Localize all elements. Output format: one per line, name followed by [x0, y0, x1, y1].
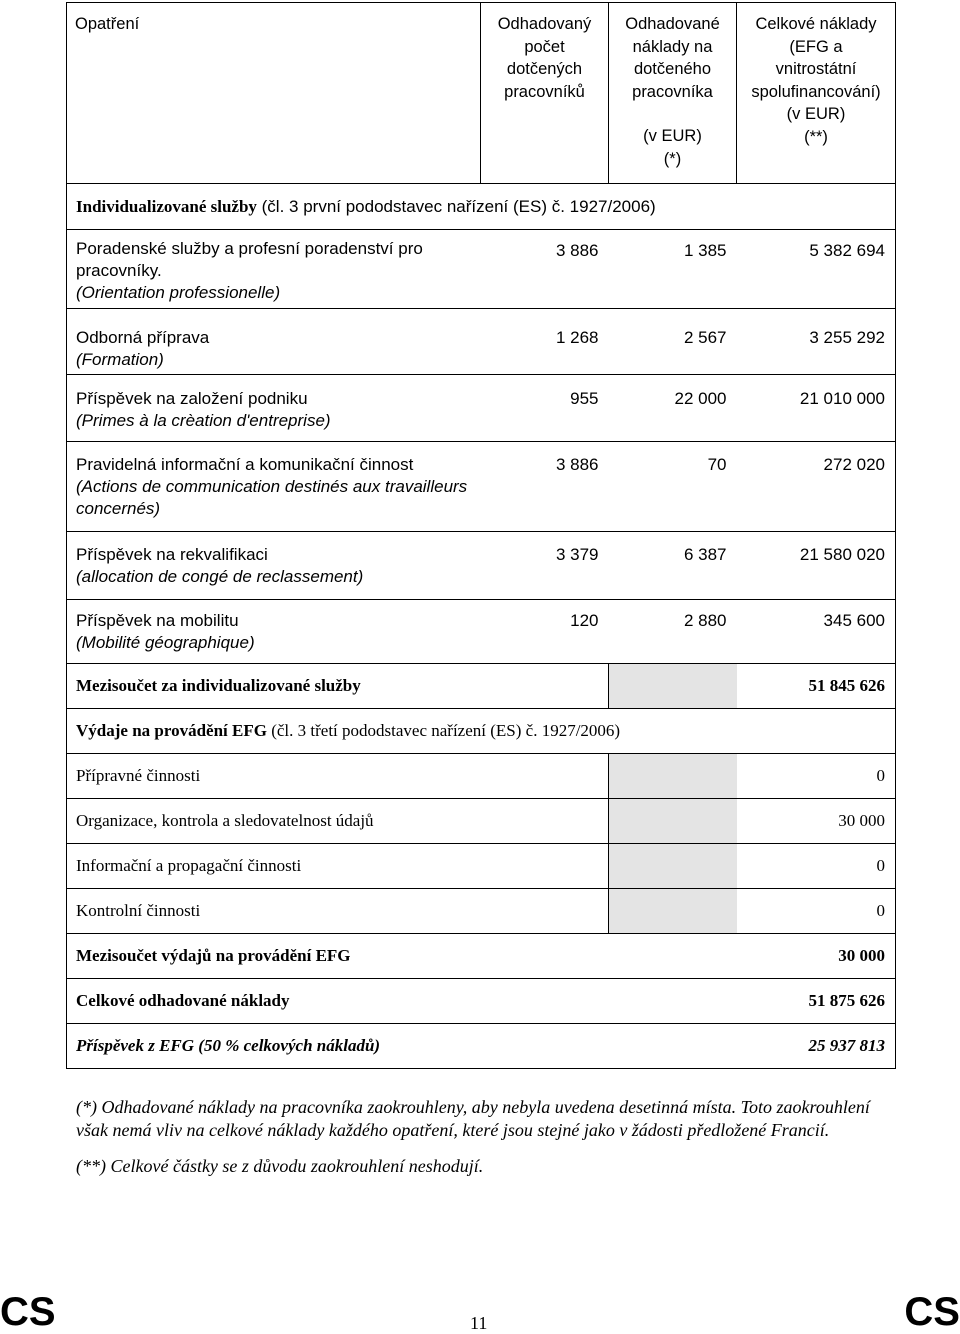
measure-label	[67, 442, 481, 532]
header-cost-line: (*)	[663, 149, 682, 168]
footer-language-right: CS	[904, 1290, 960, 1334]
measure-label-fr: (Primes à la crèation d'entreprise)	[76, 411, 331, 430]
footer-language-left: CS	[0, 1290, 56, 1334]
header-measure	[67, 3, 481, 184]
header-total-line: (v EUR)	[786, 105, 846, 123]
measure-count: 3 886	[481, 230, 609, 309]
total-value: 51 875 626	[737, 979, 896, 1024]
section2-title	[67, 709, 896, 754]
subtotal-implementation-value: 30 000	[737, 934, 896, 979]
grey-cell	[609, 889, 737, 934]
measure-count: 955	[481, 375, 609, 442]
implementation-row	[67, 889, 896, 934]
measure-label-text: Pravidelná informační a komunikační činnost	[76, 455, 414, 474]
subtotal-individual-label: Mezisoučet za individualizované služby	[67, 664, 609, 709]
footnotes	[76, 1096, 906, 1191]
measure-row	[67, 230, 896, 309]
contribution-value: 25 937 813	[737, 1024, 896, 1069]
measure-cost: 22 000	[609, 375, 737, 442]
implementation-value: 30 000	[737, 799, 896, 844]
section2-title-bold: Výdaje na provádění EFG	[76, 721, 267, 740]
measure-count: 120	[481, 600, 609, 664]
page-number: 11	[470, 1313, 488, 1333]
measure-cost: 2 880	[609, 600, 737, 664]
grey-cell	[609, 754, 737, 799]
section1-title	[67, 184, 896, 230]
measure-label-fr: (Mobilité géographique)	[76, 633, 255, 652]
section2-title-rest: (čl. 3 třetí pododstavec nařízení (ES) č. 1927/2006)	[266, 721, 621, 740]
subtotal-individual-value: 51 845 626	[737, 664, 896, 709]
section-title-row	[67, 184, 896, 230]
measure-label-text: Příspěvek na založení podniku	[76, 389, 308, 408]
measure-row	[67, 375, 896, 442]
header-total-line: spolufinancování)	[751, 82, 881, 101]
measure-label	[67, 230, 481, 309]
cost-table	[66, 2, 896, 1069]
measure-total: 21 580 020	[737, 532, 896, 600]
measure-total: 5 382 694	[737, 230, 896, 309]
measure-total: 3 255 292	[737, 309, 896, 375]
header-measure-label: Opatření	[75, 15, 140, 33]
measure-row	[67, 532, 896, 600]
header-cost-line: Odhadované	[625, 15, 720, 33]
measure-cost: 70	[609, 442, 737, 532]
header-workers	[481, 3, 609, 184]
implementation-value: 0	[737, 754, 896, 799]
subtotal-row	[67, 664, 896, 709]
header-row	[67, 3, 896, 184]
contribution-row	[67, 1024, 896, 1069]
measure-cost: 6 387	[609, 532, 737, 600]
grey-cell	[609, 799, 737, 844]
header-total-cost	[737, 3, 896, 184]
implementation-row	[67, 754, 896, 799]
measure-label-text: Poradenské služby a profesní poradenství pro pracovníky.	[76, 239, 423, 280]
header-cost-line: náklady na	[632, 37, 713, 56]
total-row	[67, 979, 896, 1024]
footnote-1: (*) Odhadované náklady na pracovníka zaokrouhleny, aby nebyla uvedena desetinná místa. Toto zaokrouhlení však nemá vliv na celkové náklady každého opatření, které jsou stejné jako v žádosti předložené Francií.	[76, 1097, 870, 1140]
implementation-label: Přípravné činnosti	[67, 754, 609, 799]
header-cost-line: dotčeného	[633, 60, 712, 78]
implementation-value: 0	[737, 844, 896, 889]
header-workers-line: Odhadovaný	[497, 15, 592, 33]
implementation-row	[67, 844, 896, 889]
measure-label-fr: (Actions de communication destinés aux travailleurs concernés)	[76, 477, 468, 518]
measure-label-text: Příspěvek na mobilitu	[76, 611, 239, 630]
section1-title-bold: Individualizované služby	[76, 196, 257, 216]
measure-total: 272 020	[737, 442, 896, 532]
header-total-line: vnitrostátní	[775, 60, 857, 78]
measure-label	[67, 375, 481, 442]
implementation-row	[67, 799, 896, 844]
header-cost-line: pracovníka	[632, 82, 713, 101]
measure-label	[67, 532, 481, 600]
measure-total: 21 010 000	[737, 375, 896, 442]
measure-count: 3 379	[481, 532, 609, 600]
measure-count: 1 268	[481, 309, 609, 375]
header-cost-per-worker	[609, 3, 737, 184]
subtotal-row	[67, 934, 896, 979]
measure-cost: 2 567	[609, 309, 737, 375]
header-cost-spacer	[613, 103, 732, 125]
measure-label-fr: (Orientation professionelle)	[76, 283, 281, 302]
measure-row	[67, 442, 896, 532]
footnote-2: (**) Celkové částky se z důvodu zaokrouhlení neshodují.	[76, 1156, 484, 1176]
measure-label-text: Odborná příprava	[76, 328, 210, 347]
section1-title-rest: (čl. 3 první pododstavec nařízení (ES) č. 1927/2006)	[256, 196, 656, 216]
implementation-label: Informační a propagační činnosti	[67, 844, 609, 889]
measure-label	[67, 309, 481, 375]
measure-row	[67, 309, 896, 375]
header-workers-line: pracovníků	[504, 82, 585, 101]
measure-label-text: Příspěvek na rekvalifikaci	[76, 545, 268, 564]
grey-cell	[609, 844, 737, 889]
grey-cell	[609, 664, 737, 709]
section-title-row	[67, 709, 896, 754]
header-workers-line: dotčených	[506, 60, 583, 78]
measure-count: 3 886	[481, 442, 609, 532]
header-total-line: (EFG a	[789, 37, 843, 56]
header-total-line: (**)	[804, 127, 828, 146]
contribution-label: Příspěvek z EFG (50 % celkových nákladů)	[67, 1024, 737, 1069]
measure-cost: 1 385	[609, 230, 737, 309]
measure-label-fr: (allocation de congé de reclassement)	[76, 567, 364, 586]
header-cost-line: (v EUR)	[643, 127, 702, 145]
measure-row	[67, 600, 896, 664]
implementation-label: Kontrolní činnosti	[67, 889, 609, 934]
subtotal-implementation-label: Mezisoučet výdajů na provádění EFG	[67, 934, 737, 979]
total-label: Celkové odhadované náklady	[67, 979, 737, 1024]
header-total-line: Celkové náklady	[755, 15, 877, 33]
header-workers-line: počet	[524, 37, 565, 56]
measure-label	[67, 600, 481, 664]
measure-label-fr: (Formation)	[76, 350, 164, 369]
implementation-label: Organizace, kontrola a sledovatelnost údajů	[67, 799, 609, 844]
measure-total: 345 600	[737, 600, 896, 664]
implementation-value: 0	[737, 889, 896, 934]
